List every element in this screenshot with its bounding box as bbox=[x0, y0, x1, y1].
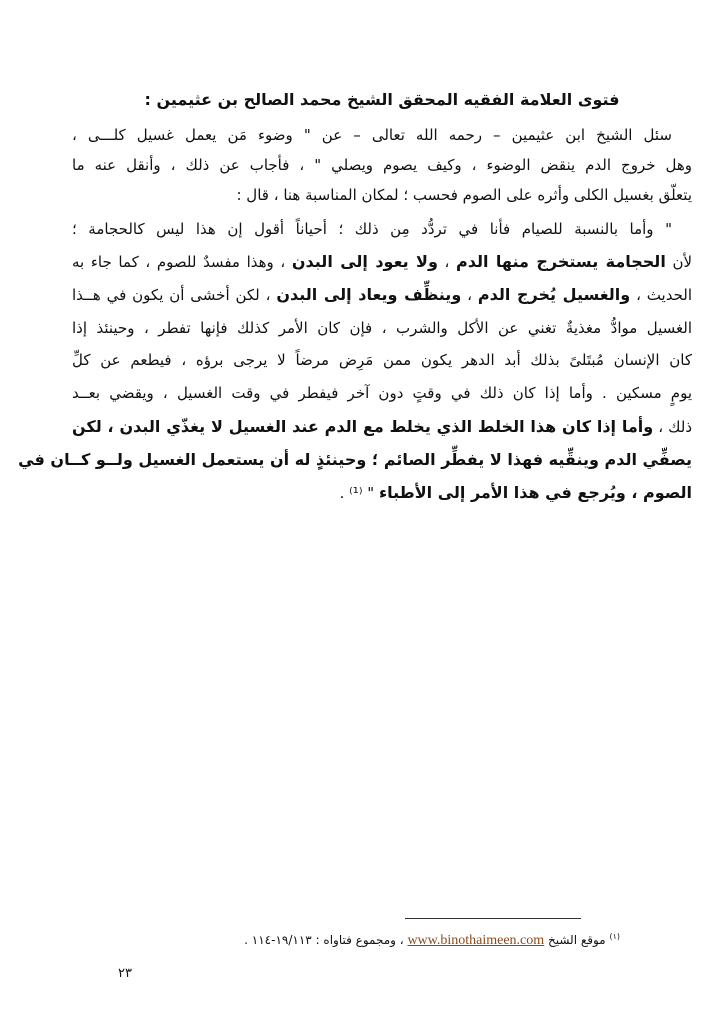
footnote-marker: (١) bbox=[609, 932, 620, 941]
text-line bbox=[72, 251, 692, 273]
footnote bbox=[244, 932, 620, 949]
bold-text: ولا يعود إلى البدن bbox=[291, 252, 438, 271]
text-line bbox=[18, 449, 692, 471]
text-segment: " وأما بالنسبة للصيام فأنا في تردُّد مِن ذلك ؛ أحياناً أقول إن هذا ليس كالحجامة ؛ bbox=[72, 220, 672, 238]
text-line bbox=[72, 218, 692, 240]
text-segment: كان الإنسان مُبتَلىً بذلك أبد الدهر يكون ممن مَرِض مرضاً لا يرجى برؤه ، فيطعم عن كلِّ bbox=[72, 351, 692, 369]
text-segment: ذلك ، bbox=[653, 418, 693, 436]
text-line bbox=[72, 184, 692, 206]
footnote-divider bbox=[405, 918, 581, 919]
text-segment: يومٍ مسكين . وأما إذا كان ذلك في وقتٍ دون آخر فيفطر في وقت الغسيل ، ويقضي بعــد bbox=[72, 384, 692, 402]
text-segment: الحديث ، bbox=[630, 286, 693, 304]
text-segment: ، لكن أخشى أن يكون في هــذا bbox=[72, 286, 277, 304]
text-segment: وهل خروج الدم ينقض الوضوء ، وكيف يصوم ويصلي " ، فأجاب عن ذلك ، وأنقل عنه ما bbox=[72, 156, 692, 174]
bold-text: وأما إذا كان هذا الخلط الذي يخلط مع الدم عند الغسيل لا يغذّي البدن ، لكن bbox=[72, 417, 654, 436]
text-segment: ، bbox=[437, 253, 457, 271]
bold-text: يصفِّي الدم وينقِّيه فهذا لا يفطِّر الصائم ؛ وحينئذٍ له أن يستعمل الغسيل ولــو كــان في bbox=[18, 450, 692, 469]
text-segment: الغسيل موادُّ مغذيةٌ تغني عن الأكل والشرب ، فإن كان الأمر كذلك فإنها تفطر ، وحينئذ إذا bbox=[72, 319, 692, 337]
bold-text: وينظِّف ويعاد إلى البدن bbox=[276, 285, 462, 304]
footnote-prefix: موقع الشيخ bbox=[544, 933, 606, 947]
text-segment: ، bbox=[461, 286, 478, 304]
bold-text: والغسيل يُخرج الدم bbox=[477, 285, 631, 304]
website-link[interactable]: www.binothaimeen.com bbox=[407, 933, 545, 948]
text-line bbox=[72, 416, 692, 438]
text-segment: يتعلّق بغسيل الكلى وأثره على الصوم فحسب ؛ لمكان المناسبة هنا ، قال : bbox=[236, 186, 692, 204]
text-segment: سئل الشيخ ابن عثيمين – رحمه الله تعالى – عن " وضوء مَن يعمل غسيل كلـــى ، bbox=[72, 126, 672, 144]
text-line bbox=[72, 154, 692, 176]
page-number: ٢٣ bbox=[118, 966, 132, 981]
bold-text: الصوم ، ويُرجع في هذا الأمر إلى الأطباء bbox=[378, 483, 692, 502]
text-line bbox=[72, 284, 692, 306]
footnote-suffix: ، ومجموع فتاواه : ١٩/١١٣-١١٤ . bbox=[244, 933, 408, 947]
text-segment: " ⁽¹⁾ . bbox=[339, 484, 379, 502]
fatwa-heading: فتوى العلامة الفقيه المحقق الشيخ محمد الصالح بن عثيمين : bbox=[144, 90, 620, 109]
text-line bbox=[72, 349, 692, 371]
bold-text: الحجامة يستخرج منها الدم bbox=[456, 252, 666, 271]
text-segment: ، وهذا مفسدٌ للصوم ، كما جاء به bbox=[72, 253, 292, 271]
text-line bbox=[72, 317, 692, 339]
text-line bbox=[72, 124, 692, 146]
text-line bbox=[72, 482, 692, 504]
text-line bbox=[72, 382, 692, 404]
text-segment: لأن bbox=[665, 253, 693, 271]
